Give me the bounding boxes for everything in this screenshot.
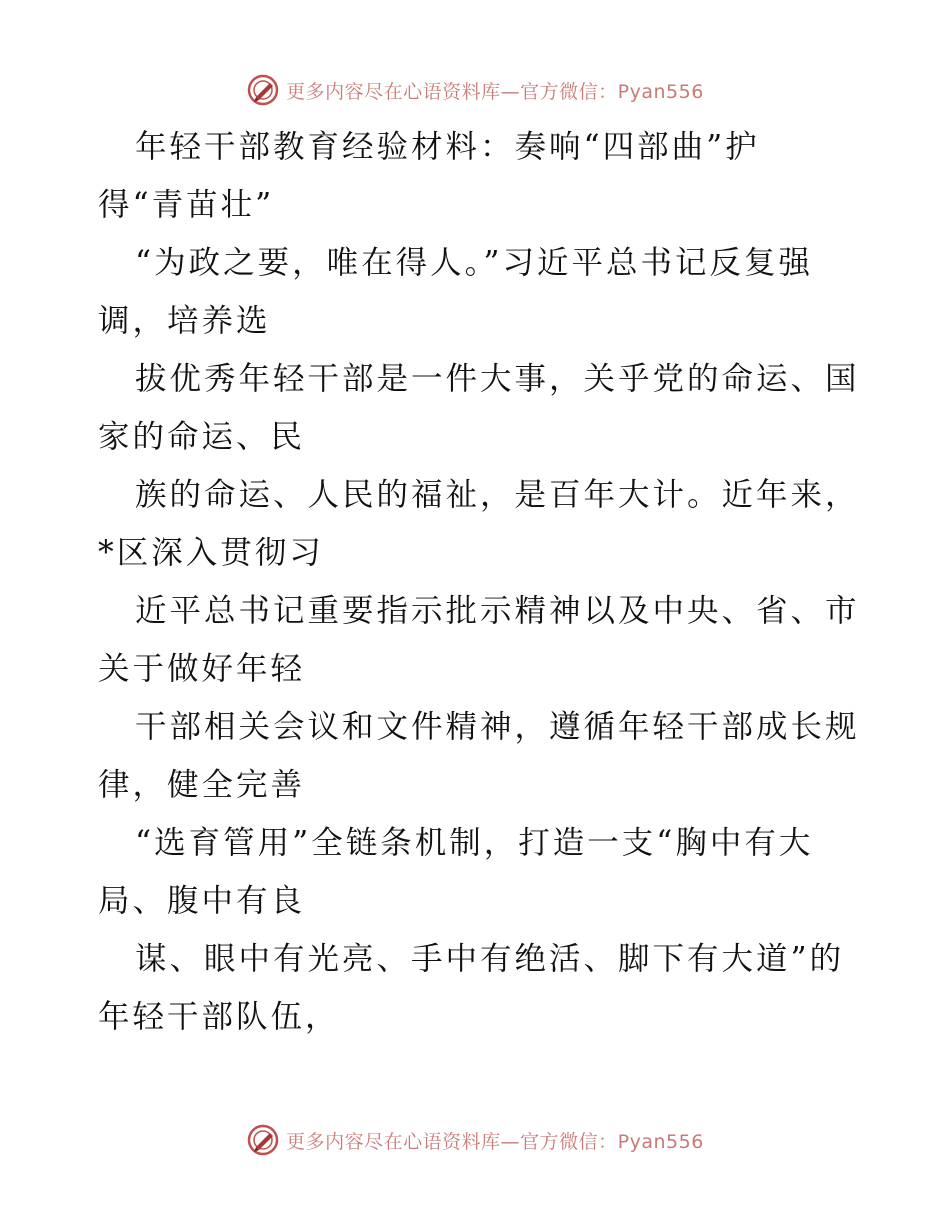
header-watermark xyxy=(0,70,950,110)
text-line: 得“青苗壮” xyxy=(98,187,275,223)
footer-watermark xyxy=(0,1120,950,1160)
text-line: 干部相关会议和文件精神，遵循年轻干部成长规 xyxy=(135,709,860,745)
text-line: “选育管用”全链条机制，打造一支“胸中有大 xyxy=(135,825,814,861)
text-line: 近平总书记重要指示批示精神以及中央、省、市 xyxy=(135,593,860,629)
text-line: 家的命运、民 xyxy=(98,419,306,455)
text-line: 调，培养选 xyxy=(98,303,271,339)
text-line: 族的命运、人民的福祉，是百年大计。近年来， xyxy=(135,477,860,513)
text-line: 律，健全完善 xyxy=(98,767,306,803)
text-line: 关于做好年轻 xyxy=(98,651,306,687)
document-body xyxy=(98,118,858,1046)
pen-logo-icon xyxy=(246,73,280,107)
text-line: 拔优秀年轻干部是一件大事，关乎党的命运、国 xyxy=(135,361,860,397)
text-line: 局、腹中有良 xyxy=(98,883,306,919)
watermark-text: 更多内容尽在心语资料库—官方微信：Pyan556 xyxy=(286,1130,704,1153)
pen-logo-icon xyxy=(246,1123,280,1157)
watermark-text: 更多内容尽在心语资料库—官方微信：Pyan556 xyxy=(286,80,704,103)
text-line: 谋、眼中有光亮、手中有绝活、脚下有大道”的 xyxy=(135,941,845,977)
text-line: *区深入贯彻习 xyxy=(98,535,324,571)
text-line: 年轻干部教育经验材料：奏响“四部曲”护 xyxy=(135,129,760,165)
text-line: “为政之要，唯在得人。”习近平总书记反复强 xyxy=(135,245,813,281)
text-line: 年轻干部队伍， xyxy=(98,999,340,1035)
